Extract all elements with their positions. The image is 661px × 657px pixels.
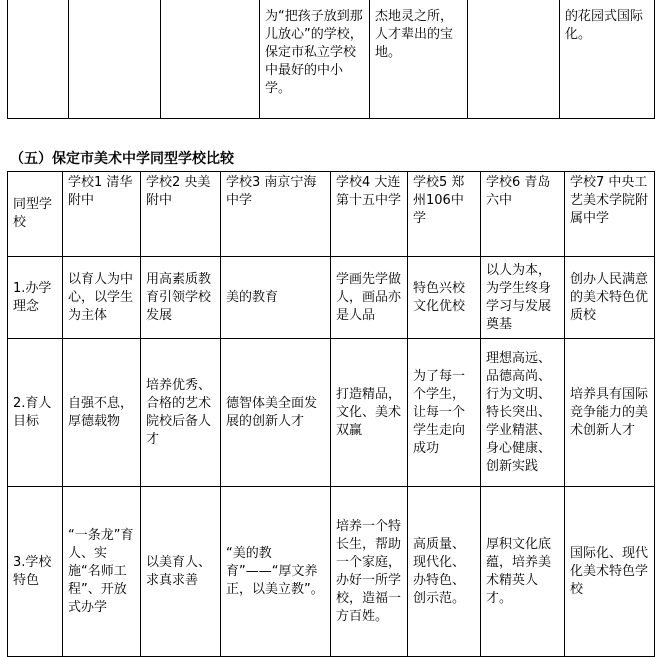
table-row [8, 0, 655, 119]
table-cell: 高质量、现代化、办特色、创示范。 [408, 487, 481, 657]
table-cell: 以人为本，为学生终身学习与发展奠基 [481, 257, 565, 339]
previous-table-fragment [7, 0, 655, 119]
table-cell: 杰地灵之所，人才辈出的宝地。 [370, 0, 468, 119]
table-cell [69, 0, 161, 119]
table-row [8, 257, 655, 339]
header-cell: 学校4 大连第十五中学 [331, 172, 408, 257]
table-cell [468, 0, 560, 119]
comparison-table [7, 171, 655, 657]
header-cell: 学校3 南京宁海中学 [221, 172, 331, 257]
table-cell: 培养优秀、合格的艺术院校后备人才 [141, 339, 221, 487]
table-cell: 德智体美全面发展的创新人才 [221, 339, 331, 487]
table-cell: 培养具有国际竞争能力的美术创新人才 [565, 339, 655, 487]
table-cell: 用高素质教育引领学校发展 [141, 257, 221, 339]
header-cell: 学校6 青岛六中 [481, 172, 565, 257]
header-cell: 学校5 郑州106中学 [408, 172, 481, 257]
table-cell: 以育人为中心，以学生为主体 [63, 257, 141, 339]
table-header-row [8, 172, 655, 257]
row-label: 3.学校特色 [8, 487, 63, 657]
header-cell: 学校1 清华附中 [63, 172, 141, 257]
table-cell: 自强不息，厚德载物 [63, 339, 141, 487]
table-cell: 特色兴校 文化优校 [408, 257, 481, 339]
table-cell: 厚积文化底蕴，培养美术精英人才。 [481, 487, 565, 657]
table-cell: 的花园式国际化。 [560, 0, 655, 119]
table-cell [161, 0, 260, 119]
header-cell: 学校2 央美附中 [141, 172, 221, 257]
row-label: 2.育人目标 [8, 339, 63, 487]
section-heading: （五）保定市美术中学同型学校比较 [10, 151, 234, 167]
table-cell: 培养一个特长生，帮助一个家庭，办好一所学校，造福一方百姓。 [331, 487, 408, 657]
table-cell: 理想高远、品德高尚、行为文明、特长突出、学业精湛、身心健康、创新实践 [481, 339, 565, 487]
table-cell [8, 0, 69, 119]
header-cell: 学校7 中央工艺美术学院附属中学 [565, 172, 655, 257]
table-row [8, 487, 655, 657]
table-cell: 美的教育 [221, 257, 331, 339]
table-cell: “美的教育”——“厚文养正，以美立教”。 [221, 487, 331, 657]
table-row [8, 339, 655, 487]
header-cell: 同型学校 [8, 172, 63, 257]
table-cell: 打造精品，文化、美术双赢 [331, 339, 408, 487]
table-cell: 为了每一个学生，让每一个学生走向成功 [408, 339, 481, 487]
table-cell: 为“把孩子放到那儿放心”的学校，保定市私立学校中最好的中小学。 [260, 0, 370, 119]
table-cell: 国际化、现代化美术特色学校 [565, 487, 655, 657]
table-cell: 创办人民满意的美术特色优质校 [565, 257, 655, 339]
table-cell: 学画先学做人，画品亦是人品 [331, 257, 408, 339]
table-cell: 以美育人、求真求善 [141, 487, 221, 657]
row-label: 1.办学理念 [8, 257, 63, 339]
table-cell: “一条龙”育人、实施“名师工程”、开放式办学 [63, 487, 141, 657]
